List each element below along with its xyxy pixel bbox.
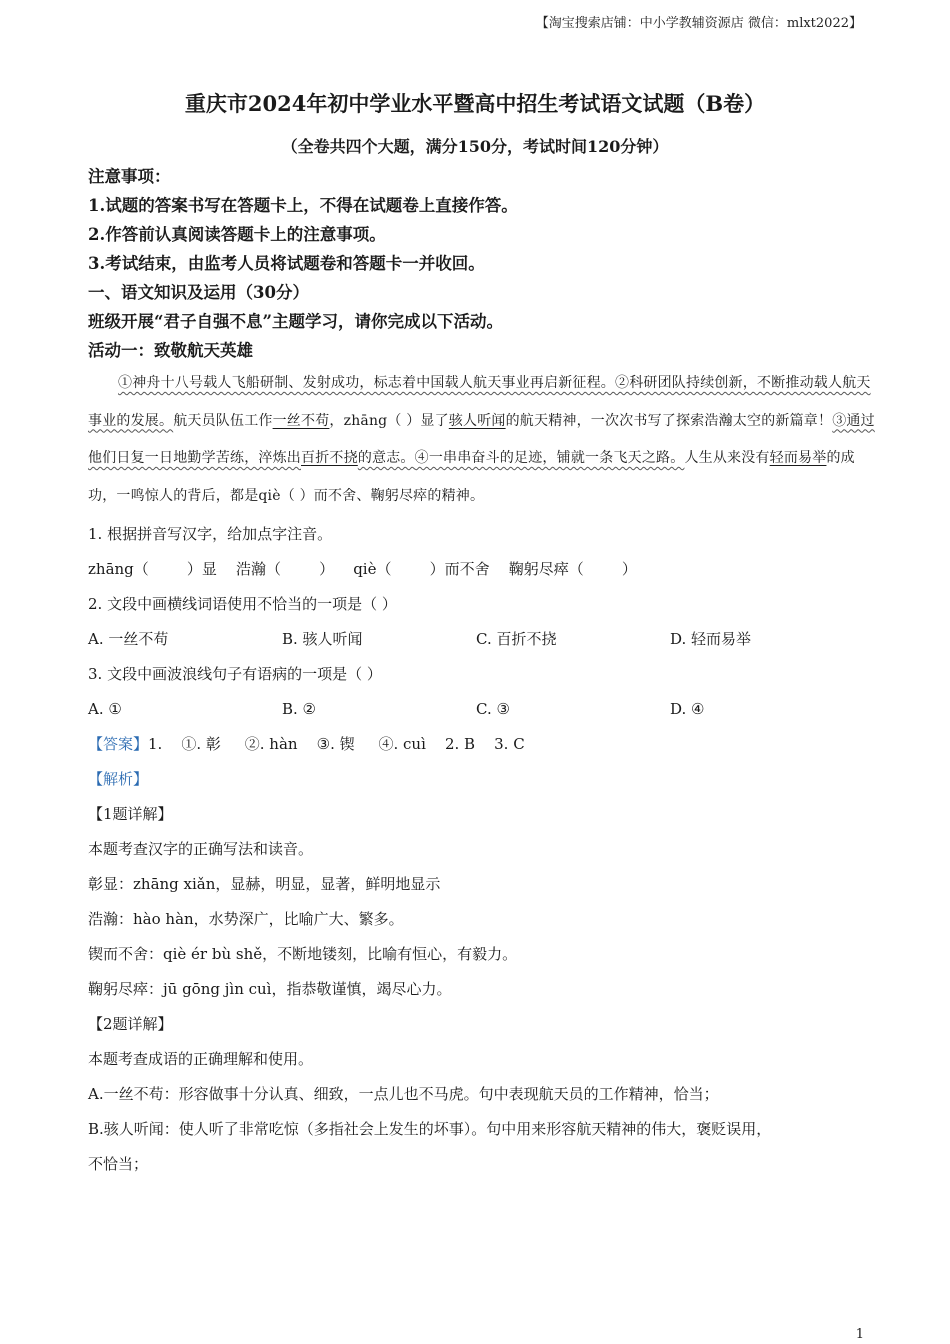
content: [88, 162, 878, 1182]
sentence-4: ④一串串奋斗的足迹，铺就一条飞天之路。: [414, 450, 685, 466]
page-title: 重庆市2024年初中学业水平暨高中招生考试语文试题（B卷）: [184, 91, 766, 116]
option-a: A. 一丝不苟: [88, 630, 169, 648]
option-d: D. ④: [670, 700, 705, 718]
passage-text: 人生从来没有: [684, 450, 770, 466]
question-3-options: [88, 692, 878, 727]
underlined-word: 一丝不苟: [272, 412, 330, 429]
underlined-word: 百折不挠: [301, 450, 358, 466]
passage-text: 航天员队伍工作: [173, 412, 273, 429]
option-b: B. ②: [282, 700, 317, 718]
question-2-stem: 2. 文段中画横线词语使用不恰当的一项是（ ）: [88, 595, 397, 613]
underlined-word: 轻而易举: [769, 450, 827, 466]
option-c: C. ③: [476, 700, 510, 718]
option-b: B. 骇人听闻: [282, 630, 363, 648]
answer-label: 【答案】: [88, 735, 149, 753]
question-1-fill: zhāng（ ）显 浩瀚（ ） qiè（ ）而不舍 鞠躬尽瘁（ ）: [88, 560, 637, 578]
detail-1-line: 浩瀚：hào hàn，水势深广，比喻广大、繁多。: [88, 910, 404, 928]
detail-1-line: 本题考查汉字的正确写法和读音。: [88, 840, 314, 858]
passage-text: 的成功，一鸣惊人的背后，都是qiè（ ）而不舍、鞠躬尽瘁的精神。: [88, 450, 855, 504]
underlined-word: 骇人听闻: [448, 412, 506, 429]
detail-1-line: 鞠躬尽瘁：jū gōng jìn cuì，指恭敬谨慎，竭尽心力。: [88, 980, 452, 998]
reading-passage: [88, 365, 878, 515]
detail-2-line: 不恰当；: [88, 1155, 149, 1173]
question-1-stem: 1. 根据拼音写汉字，给加点字注音。: [88, 525, 333, 543]
header-note: 【淘宝搜索店铺：中小学教辅资源店 微信：mlxt2022】: [535, 16, 862, 31]
option-c: C. 百折不挠: [476, 630, 557, 648]
notice-item: 3.考试结束，由监考人员将试题卷和答题卡一并收回。: [88, 254, 485, 273]
answer-line: [88, 727, 878, 762]
analysis-label: 【解析】: [88, 770, 149, 788]
detail-1-heading: 【1题详解】: [88, 805, 173, 823]
detail-1-line: 锲而不舍：qiè ér bù shě，不断地镂刻，比喻有恒心，有毅力。: [88, 945, 518, 963]
notice-item: 1.试题的答案书写在答题卡上，不得在试题卷上直接作答。: [88, 196, 518, 215]
option-d: D. 轻而易举: [670, 630, 752, 648]
option-a: A. ①: [88, 700, 122, 718]
detail-2-line: B.骇人听闻：使人听了非常吃惊（多指社会上发生的坏事）。句中用来形容航天精神的伟大，褒贬误用，: [88, 1120, 772, 1138]
intro-text: 班级开展“君子自强不息”主题学习，请你完成以下活动。: [88, 312, 503, 331]
sentence-2: ②科研团队持续创新，不断推动载人航天事业的发展。: [88, 375, 871, 429]
detail-2-heading: 【2题详解】: [88, 1015, 173, 1033]
section-heading: 一、语文知识及运用（30分）: [88, 283, 309, 302]
sentence-3a: ③通过他们日复一日地勤学苦练，淬炼出: [88, 412, 875, 466]
activity-heading: 活动一：致敬航天英雄: [88, 341, 253, 360]
detail-1-line: 彰显：zhāng xiǎn，显赫，明显，显著，鲜明地显示: [88, 875, 441, 893]
page-number: 1: [855, 1327, 864, 1342]
sentence-3b: 的意志。: [357, 450, 415, 466]
question-3-stem: 3. 文段中画波浪线句子有语病的一项是（ ）: [88, 665, 382, 683]
notice-heading: 注意事项：: [88, 167, 171, 186]
sentence-1: ①神舟十八号载人飞船研制、发射成功，标志着中国载人航天事业再启新征程。: [118, 375, 615, 391]
passage-text: 的航天精神，一次次书写了探索浩瀚太空的新篇章！: [505, 412, 833, 429]
question-2-options: [88, 622, 878, 657]
page-subtitle: （全卷共四个大题，满分150分，考试时间120分钟）: [281, 137, 669, 156]
passage-text: ，zhāng（ ）显了: [329, 412, 449, 429]
answer-text: 1. ①. 彰 ②. hàn ③. 锲 ④. cuì 2. B 3. C: [148, 735, 525, 753]
detail-2-line: 本题考查成语的正确理解和使用。: [88, 1050, 314, 1068]
notice-item: 2.作答前认真阅读答题卡上的注意事项。: [88, 225, 386, 244]
detail-2-line: A.一丝不苟：形容做事十分认真、细致，一点儿也不马虎。句中表现航天员的工作精神，恰当；: [88, 1085, 719, 1103]
